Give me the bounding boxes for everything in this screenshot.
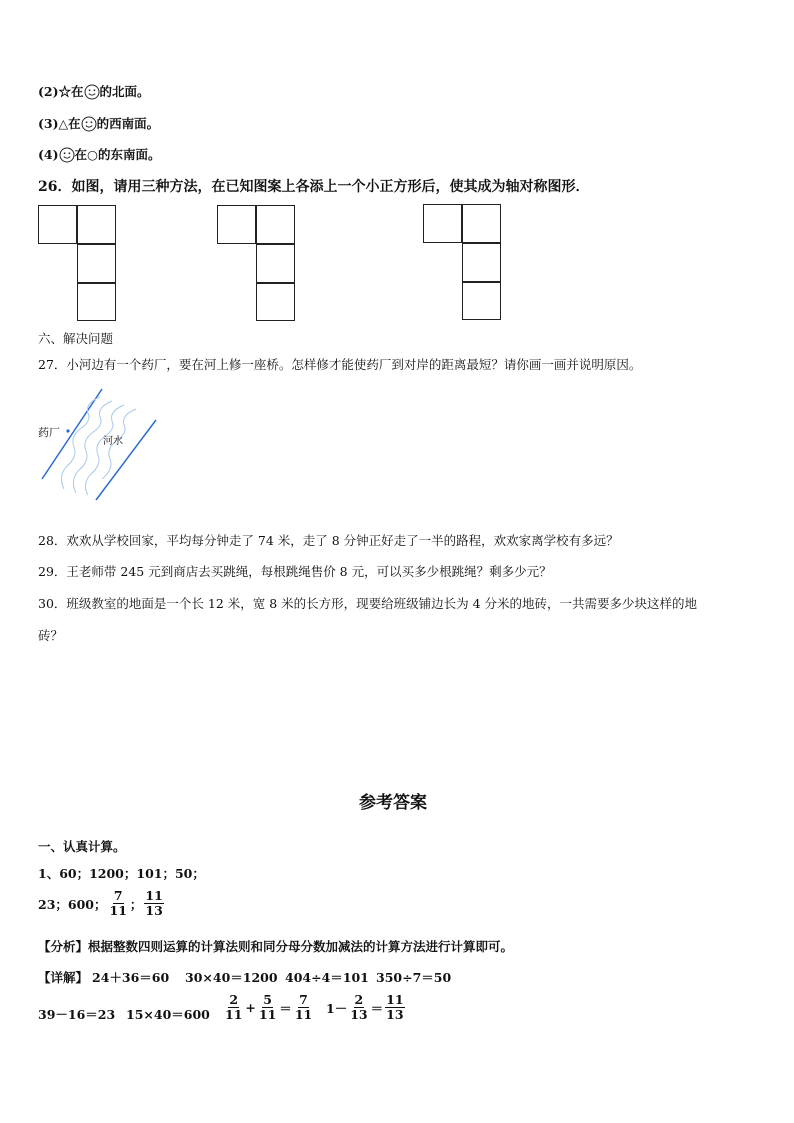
smiley-face-icon — [81, 116, 97, 132]
q28-text: 28．欢欢从学校回家，平均每分钟走了 74 米，走了 8 分钟正好走了一半的路程，欢欢家离学校有多远？ — [38, 533, 619, 548]
grid-square — [462, 282, 501, 320]
smiley-face-icon — [84, 84, 100, 100]
q29-text: 29．王老师带 245 元到商店去买跳绳，每根跳绳售价 8 元，可以买多少根跳绳？剩多少元？ — [38, 564, 552, 579]
q25-item3: (3)△在 的西南面。 — [38, 116, 160, 131]
calc-item: 39－16＝23 — [38, 1007, 116, 1022]
fraction: $\frac{5}{11}$ — [258, 992, 277, 1022]
q25-item2: (2)☆在 的北面。 — [38, 84, 150, 99]
smiley-face-icon — [59, 147, 75, 163]
fraction: $\frac{7}{11}$ — [109, 888, 127, 918]
factory-label: 药厂 — [38, 426, 60, 439]
fraction: $\frac{2}{13}$ — [350, 992, 368, 1022]
section6-title: 六、解决问题 — [38, 331, 114, 346]
answer-line1: 1、60；1200；101；50； — [38, 866, 205, 881]
answer-line2: 23；600； $\frac{7}{11}$ ； $\frac{11}{13}$ — [38, 888, 163, 918]
factory-point — [66, 429, 69, 432]
calc-item: 350÷7＝50 — [376, 970, 452, 985]
calc-item: 404÷4＝101 — [285, 970, 369, 985]
answer-analysis: 【分析】根据整数四则运算的计算法则和同分母分数加减法的计算方法进行计算即可。 — [38, 939, 514, 954]
grid-square — [423, 204, 462, 243]
fraction-equation-1: $\frac{2}{11}$ + $\frac{5}{11}$ ＝ $\frac{7}{11}$ — [225, 992, 313, 1022]
grid-square — [77, 244, 116, 283]
grid-square — [462, 243, 501, 282]
q26-text: 26．如图，请用三种方法，在已知图案上各添上一个小正方形后，使其成为轴对称图形． — [38, 179, 590, 195]
calc-item: 24＋36＝60 — [92, 970, 170, 985]
fraction: $\frac{7}{11}$ — [294, 992, 313, 1022]
q30-line2: 砖？ — [38, 628, 64, 643]
grid-square — [77, 283, 116, 321]
fraction: $\frac{11}{13}$ — [145, 888, 163, 918]
q25-item4: (4) 在○的东南面。 — [38, 147, 161, 162]
fraction: $\frac{2}{11}$ — [225, 992, 243, 1022]
grid-square — [256, 283, 295, 321]
calc-item: 30×40＝1200 — [185, 970, 278, 985]
water-waves — [61, 397, 136, 495]
grid-square — [256, 205, 295, 244]
grid-square — [256, 244, 295, 283]
answers-section1: 一、认真计算。 — [38, 839, 126, 854]
fraction-equation-2: 1－ $\frac{2}{13}$ ＝ $\frac{11}{13}$ — [326, 992, 404, 1022]
fraction: $\frac{11}{13}$ — [386, 992, 404, 1022]
grid-square — [217, 205, 256, 244]
answers-title: 参考答案 — [359, 793, 427, 813]
grid-square — [77, 205, 116, 244]
grid-square — [38, 205, 77, 244]
q30-line1: 30．班级教室的地面是一个长 12 米，宽 8 米的长方形，现要给班级铺边长为 4 分米的地砖，一共需要多少块这样的地 — [38, 596, 698, 611]
calc-item: 15×40＝600 — [126, 1007, 210, 1022]
q27-text: 27．小河边有一个药厂，要在河上修一座桥。怎样修才能使药厂到对岸的距离最短？请你画一画并说明原因。 — [38, 357, 642, 372]
grid-square — [462, 204, 501, 243]
river-diagram — [30, 385, 170, 505]
river-label: 河水 — [103, 436, 123, 447]
answer-detail-label: 【详解】 — [38, 970, 89, 985]
